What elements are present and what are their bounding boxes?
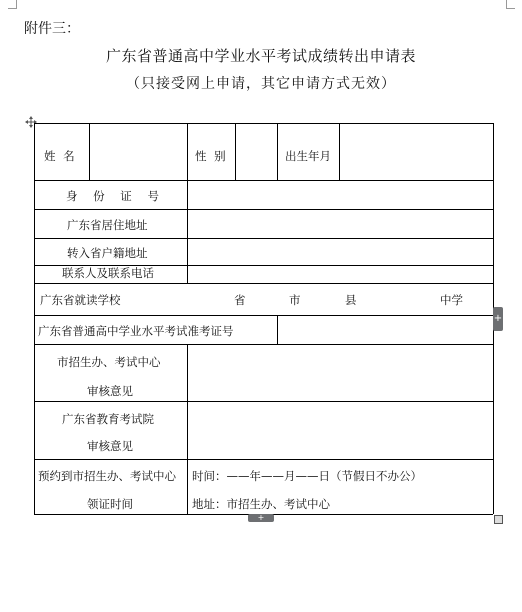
provincial-review-label-2: 审核意见 <box>87 439 133 453</box>
city-center-review-label: 市招生办、考试中心 <box>57 355 161 369</box>
id-number-field[interactable] <box>188 181 492 208</box>
page-corner-mark <box>506 0 515 9</box>
document-subtitle: （只接受网上申请，其它申请方式无效） <box>126 76 396 92</box>
gender-label: 性 别 <box>195 149 228 163</box>
city-center-review-label-2: 审核意见 <box>87 384 133 398</box>
school-middle-text: 中学 <box>440 293 463 307</box>
document-title: 广东省普通高中学业水平考试成绩转出申请表 <box>105 47 416 65</box>
plus-icon[interactable]: + <box>248 514 274 522</box>
contact-field[interactable] <box>188 266 492 282</box>
appointment-address-text: 地址：市招生办、考试中心 <box>192 497 330 511</box>
appointment-label-2: 领证时间 <box>87 497 133 511</box>
school-province-text: 省 <box>234 293 246 307</box>
school-county-text: 县 <box>345 293 357 307</box>
appointment-label: 预约到市招生办、考试中心 <box>38 469 176 483</box>
school-city-text: 市 <box>289 293 301 307</box>
provincial-review-label: 广东省教育考试院 <box>62 412 154 426</box>
city-center-review-field[interactable] <box>188 345 492 400</box>
contact-label: 联系人及联系电话 <box>62 266 154 280</box>
resize-corner-icon[interactable] <box>494 515 503 524</box>
name-label: 姓 名 <box>44 149 77 163</box>
residence-address-label: 广东省居住地址 <box>67 218 148 232</box>
attachment-label: 附件三： <box>24 21 80 37</box>
appointment-time-text: 时间：——年——月——日（节假日不办公） <box>192 469 422 483</box>
school-label: 广东省就读学校 <box>40 293 121 307</box>
target-household-field[interactable] <box>188 239 492 264</box>
gender-field[interactable] <box>236 124 276 179</box>
exam-number-label: 广东省普通高中学业水平考试准考证号 <box>38 324 234 338</box>
page-corner-mark <box>8 0 17 9</box>
residence-address-field[interactable] <box>188 210 492 237</box>
birth-label: 出生年月 <box>285 149 331 163</box>
name-field[interactable] <box>90 124 186 179</box>
birth-field[interactable] <box>340 124 492 179</box>
target-household-label: 转入省户籍地址 <box>67 246 148 260</box>
plus-icon[interactable]: + <box>493 307 503 331</box>
id-number-label: 身 份 证 号 <box>66 189 165 203</box>
provincial-review-field[interactable] <box>188 402 492 458</box>
exam-number-field[interactable] <box>278 316 492 343</box>
